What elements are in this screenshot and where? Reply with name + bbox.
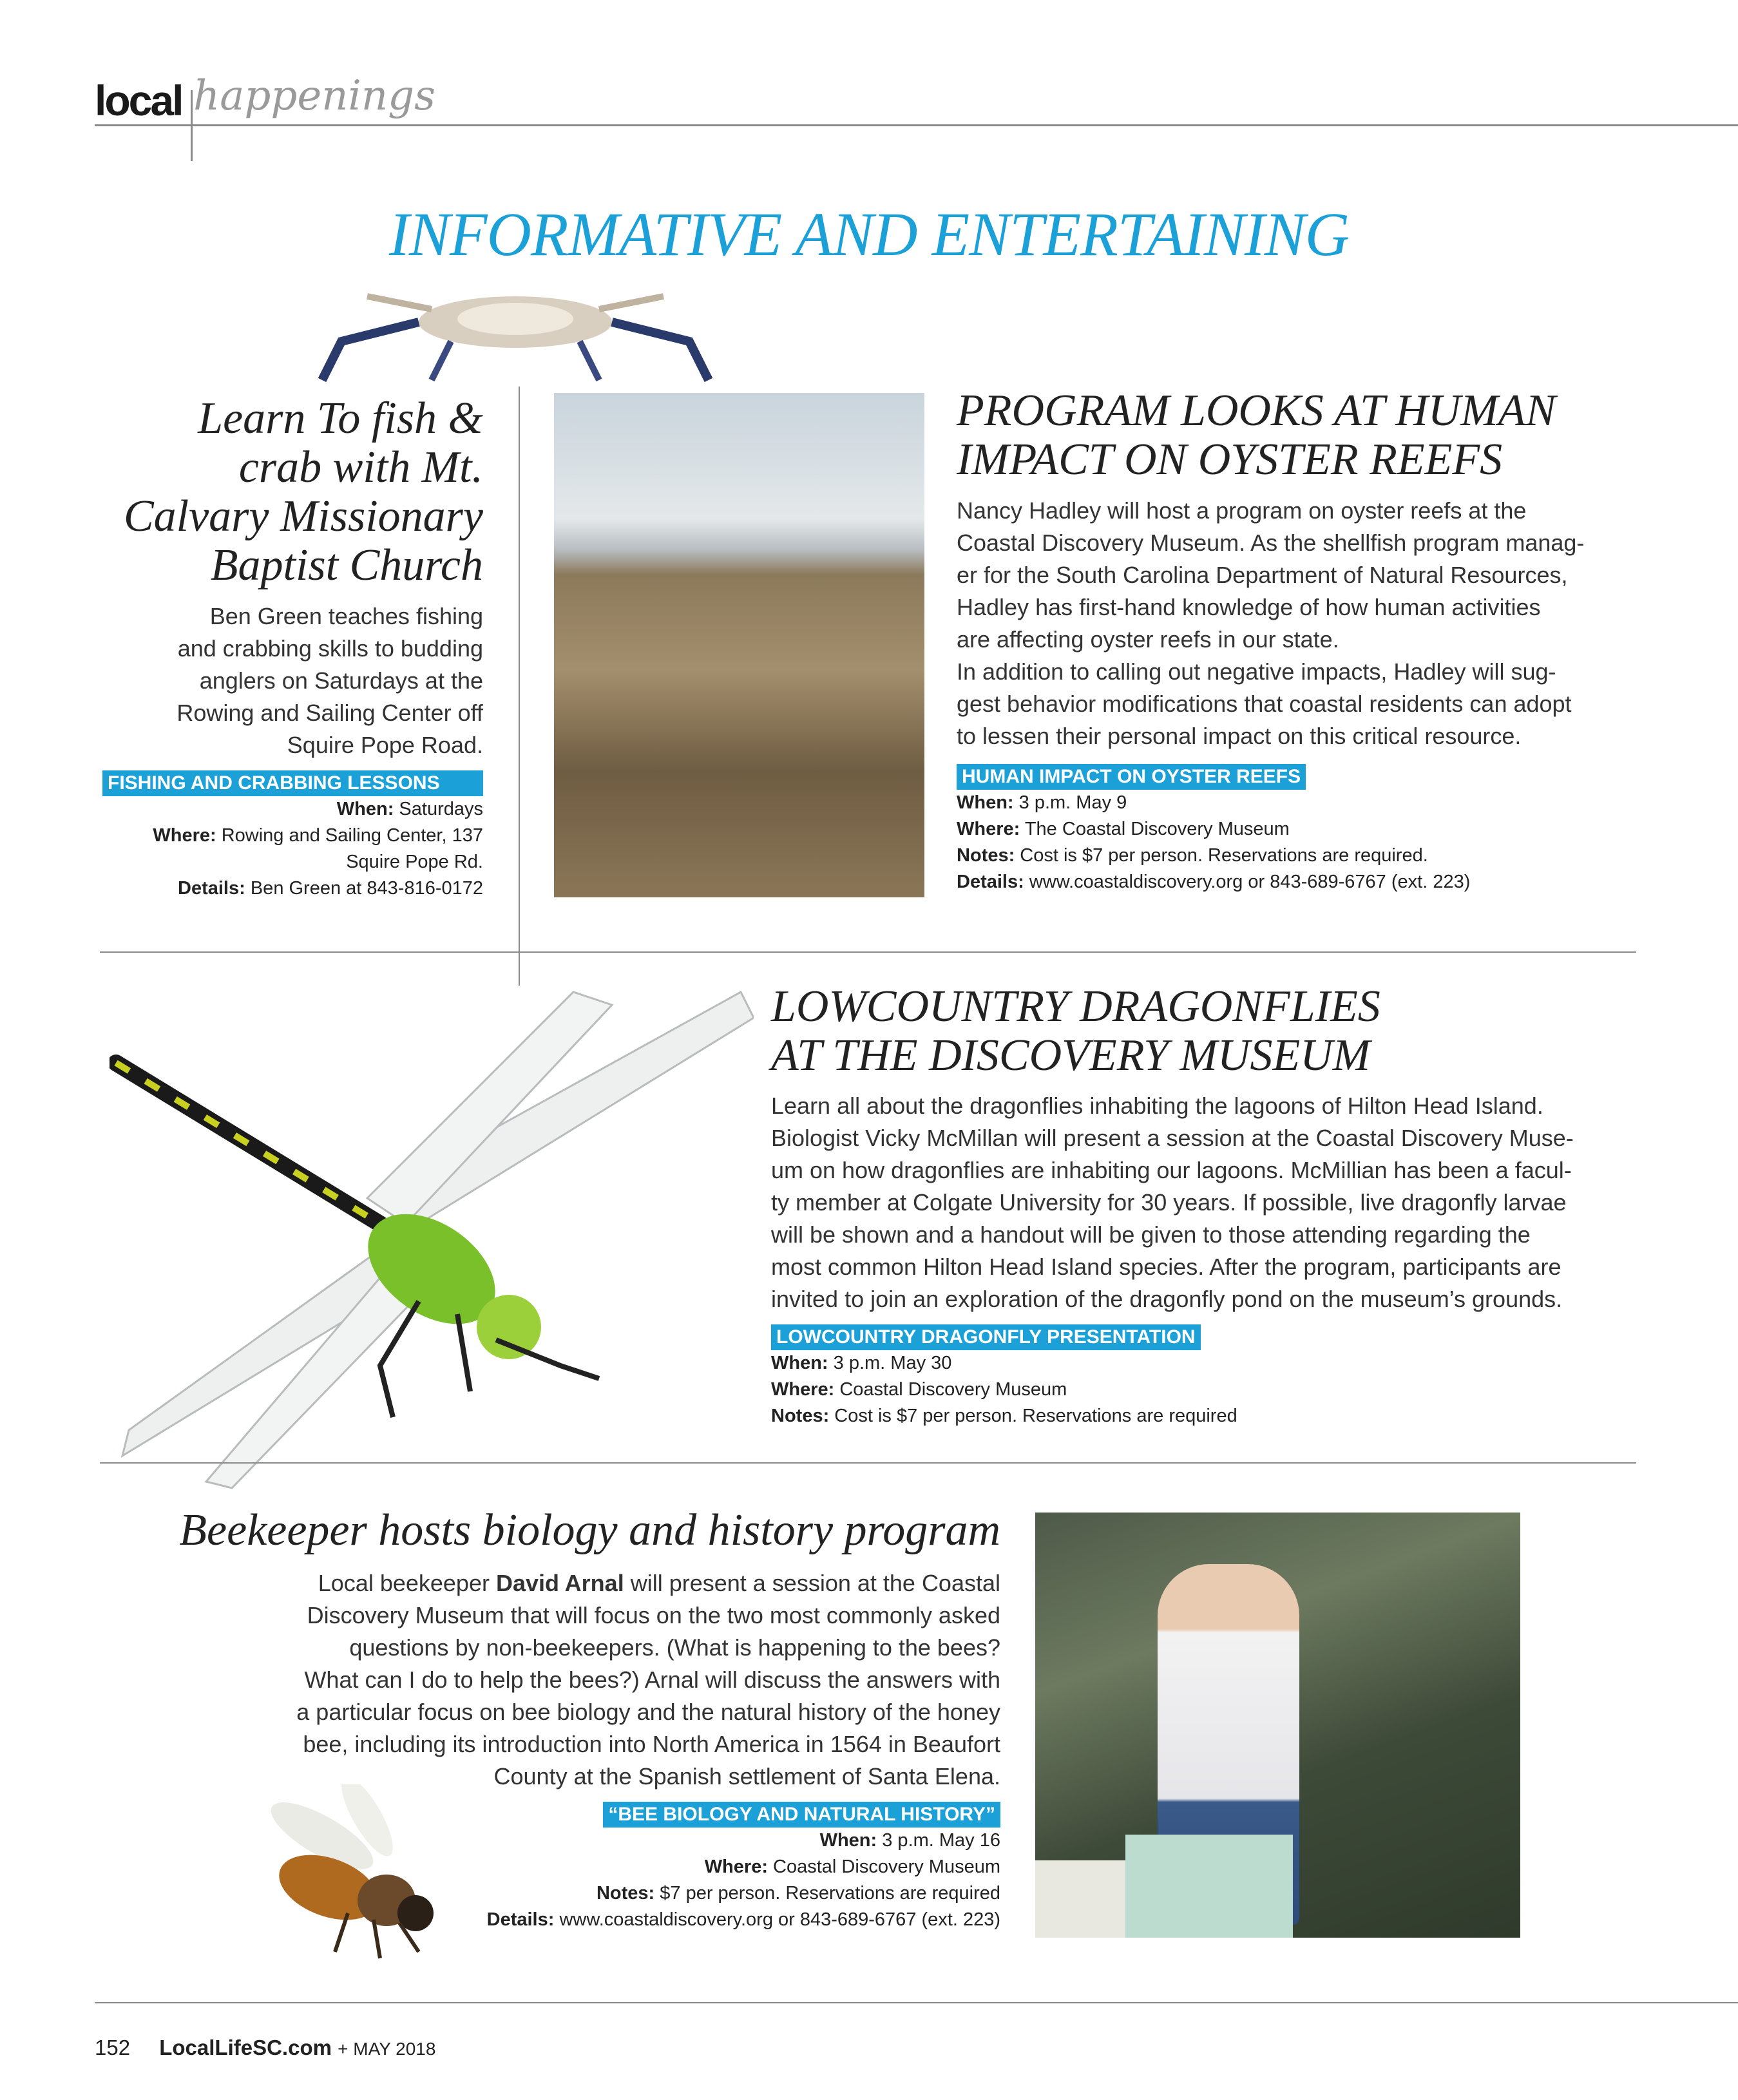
heading-line: Calvary Missionary [123,492,483,541]
bee-details [387,1802,1000,1933]
section-rule [100,951,1636,953]
where-value: Coastal Discovery Museum [773,1857,1000,1877]
where-value: Rowing and Sailing Center, 137 [221,825,483,846]
heading-line: PROGRAM LOOKS AT HUMAN [957,386,1556,435]
when-value: 3 p.m. May 16 [882,1830,1000,1851]
body-line: County at the Spanish settlement of Santa Elena. [493,1763,1000,1790]
oyster-reef-photo [554,393,924,897]
details-label: Details: [178,878,245,899]
dragonfly-tag: LOWCOUNTRY DRAGONFLY PRESENTATION [771,1324,1201,1350]
when-value: Saturdays [399,799,483,819]
details-value: www.coastaldiscovery.org or 843-689-6767 (ext. 223) [1029,872,1471,892]
body-line: Coastal Discovery Museum. As the shellfish program manag- [957,530,1585,556]
notes-value: Cost is $7 per person. Reservations are required. [1020,845,1428,866]
when-label: When: [771,1353,828,1373]
where-label: Where: [957,819,1020,839]
where-value: Coastal Discovery Museum [839,1379,1067,1400]
honeybee-image [251,1784,444,1965]
body-line: In addition to calling out negative impacts, Hadley will sug- [957,658,1556,685]
body-line: most common Hilton Head Island species. After the program, participants are [771,1254,1561,1280]
heading-line: AT THE DISCOVERY MUSEUM [771,1031,1371,1080]
body-line: gest behavior modifications that coastal residents can adopt [957,691,1572,717]
when-label: When: [819,1830,877,1851]
bee-tag: “BEE BIOLOGY AND NATURAL HISTORY” [603,1802,1000,1828]
where-label: Where: [704,1857,768,1877]
oyster-tag: HUMAN IMPACT ON OYSTER REEFS [957,764,1306,790]
heading-line: LOWCOUNTRY DRAGONFLIES [771,982,1380,1031]
header-vertical-rule [191,90,193,161]
dragonfly-image [110,979,754,1494]
dragonfly-body [771,1090,1574,1315]
body-text: Local beekeeper [318,1570,496,1596]
body-line: What can I do to help the bees?) Arnal will discuss the answers with [304,1666,1000,1693]
fishing-heading [97,394,483,590]
notes-label: Notes: [596,1883,655,1904]
body-line: Nancy Hadley will host a program on oyster reefs at the [957,497,1527,524]
bee-body [129,1567,1000,1793]
body-line [129,1567,1000,1599]
body-line: Biologist Vicky McMillan will present a session at the Coastal Discovery Muse- [771,1125,1574,1151]
notes-label: Notes: [957,845,1015,866]
notes-label: Notes: [771,1406,830,1426]
fishing-body [97,600,483,761]
notes-value: Cost is $7 per person. Reservations are required [834,1406,1237,1426]
when-label: When: [957,792,1014,813]
oyster-heading [957,387,1556,484]
fishing-details [97,770,483,902]
dragonfly-details [771,1324,1237,1429]
section-rule [100,1462,1636,1464]
heading-line: crab with Mt. [238,443,483,492]
details-value: www.coastaldiscovery.org or 843-689-6767 (ext. 223) [559,1909,1000,1930]
body-line: um on how dragonflies are inhabiting our lagoons. McMillian has been a facul- [771,1157,1572,1183]
header-rule [95,124,1738,126]
beekeeper-photo [1035,1513,1520,1938]
body-line: Learn all about the dragonflies inhabiting the lagoons of Hilton Head Island. [771,1093,1543,1119]
body-line: er for the South Carolina Department of Natural Resources, [957,562,1568,588]
site-name: LocalLifeSC.com [159,2036,332,2059]
details-value: Ben Green at 843-816-0172 [250,878,483,899]
oyster-body [957,495,1584,752]
fishing-tag: FISHING AND CRABBING LESSONS [102,770,483,796]
body-line: Rowing and Sailing Center off [177,700,483,726]
body-line: Ben Green teaches fishing [209,603,483,629]
column-divider [519,387,520,986]
body-line: anglers on Saturdays at the [199,667,483,694]
body-line: questions by non-beekeepers. (What is happening to the bees? [349,1634,1000,1661]
body-line: invited to join an exploration of the dragonfly pond on the museum’s grounds. [771,1286,1563,1312]
body-line: Discovery Museum that will focus on the two most commonly asked [307,1602,1000,1628]
body-line: Hadley has first-hand knowledge of how human activities [957,594,1541,620]
beehive-box [1035,1860,1125,1938]
where-value: The Coastal Discovery Museum [1024,819,1290,839]
body-line: to lessen their personal impact on this critical resource. [957,723,1522,749]
where-label: Where: [771,1379,835,1400]
body-line: ty member at Colgate University for 30 years. If possible, live dragonfly larvae [771,1189,1567,1216]
details-label: Details: [957,872,1024,892]
body-line: will be shown and a handout will be given to those attending regarding the [771,1221,1531,1248]
when-value: 3 p.m. May 30 [833,1353,952,1373]
body-line: Squire Pope Road. [287,732,483,758]
issue-date: + MAY 2018 [338,2039,436,2059]
crab-image [303,283,728,387]
brand-local: local [95,77,182,124]
body-line: bee, including its introduction into North America in 1564 in Beaufort [303,1731,1000,1757]
section-happenings: happenings [193,72,435,120]
dragonfly-heading [771,982,1380,1080]
where-label: Where: [153,825,216,846]
body-line: and crabbing skills to budding [177,635,483,662]
page-title: INFORMATIVE AND ENTERTAINING [388,200,1350,269]
when-label: When: [336,799,394,819]
heading-line: Learn To fish & [198,394,483,443]
beehive-box [1125,1835,1293,1938]
notes-value: $7 per person. Reservations are required [660,1883,1000,1904]
footer [95,2036,435,2060]
oyster-details [957,764,1470,895]
body-line: are affecting oyster reefs in our state. [957,626,1339,653]
body-line: a particular focus on bee biology and the natural history of the honey [296,1699,1000,1725]
beekeeper-name: David Arnal [495,1570,624,1596]
body-text: will present a session at the Coastal [624,1570,1000,1596]
footer-rule [95,2002,1738,2003]
when-value: 3 p.m. May 9 [1018,792,1127,813]
heading-line: IMPACT ON OYSTER REEFS [957,435,1503,484]
heading-line: Baptist Church [210,540,483,590]
where-value-cont: Squire Pope Rd. [346,852,483,872]
bee-heading: Beekeeper hosts biology and history program [179,1505,1000,1555]
details-label: Details: [486,1909,555,1930]
page-number: 152 [95,2036,131,2059]
